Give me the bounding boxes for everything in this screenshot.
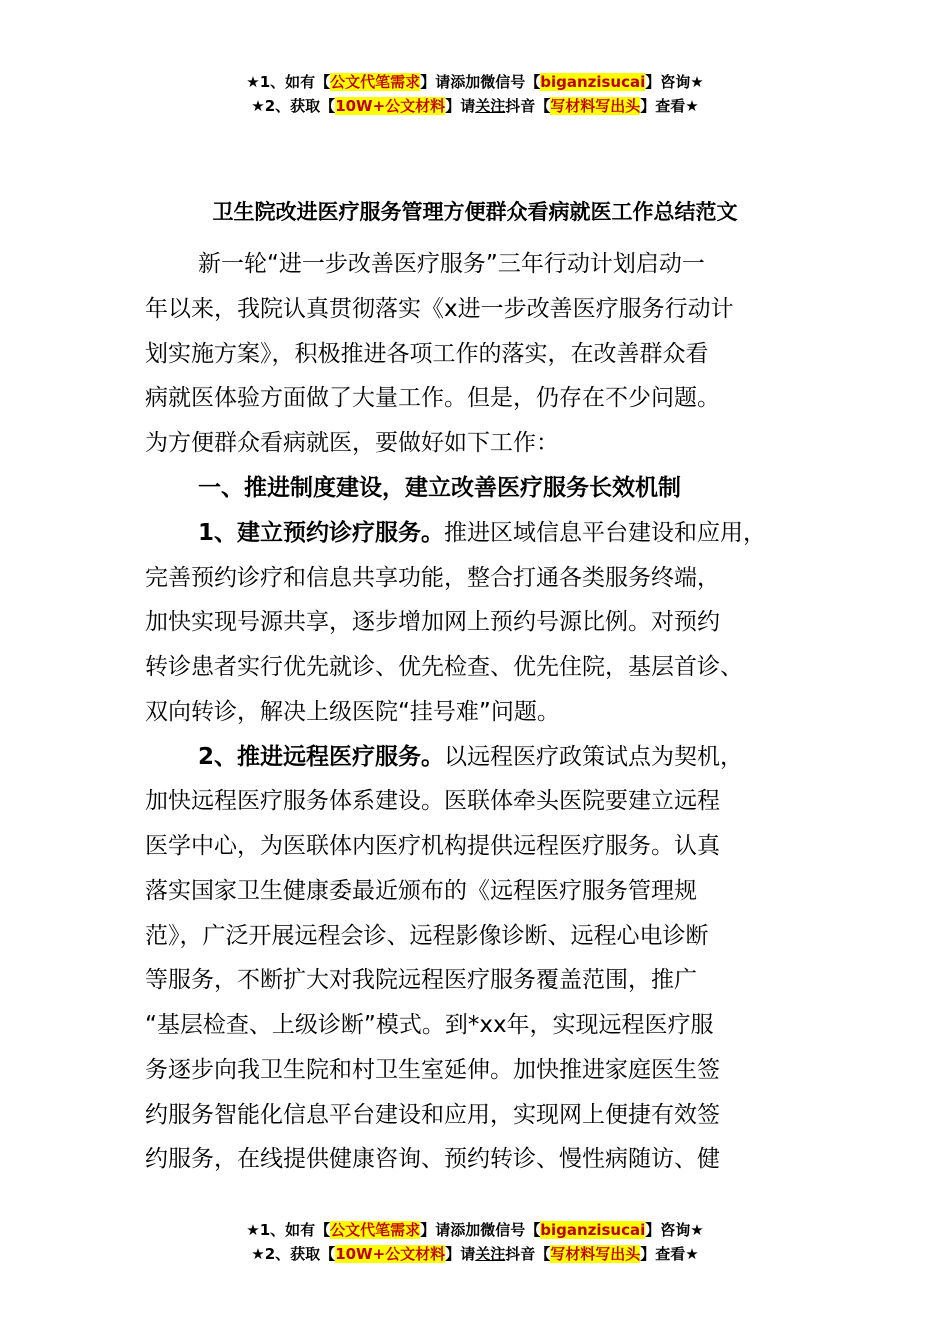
banner-line-1 xyxy=(0,1218,950,1242)
paragraph-line: 双向转诊，解决上级医院“挂号难”问题。 xyxy=(145,699,560,725)
banner-text: 抖音【 xyxy=(505,97,551,115)
paragraph-line: 务逐步向我卫生院和村卫生室延伸。加快推进家庭医生签 xyxy=(145,1057,720,1083)
paragraph-line: 病就医体验方面做了大量工作。但是，仍存在不少问题。 xyxy=(145,385,720,411)
paragraph-line: 完善预约诊疗和信息共享功能，整合打通各类服务终端， xyxy=(145,565,720,591)
paragraph-line xyxy=(198,518,766,548)
banner-line-2 xyxy=(0,1242,950,1266)
paragraph-line: “基层检查、上级诊断”模式。到*xx年，实现远程医疗服 xyxy=(145,1012,714,1038)
banner-highlight-douyin: 写材料写出头 xyxy=(550,1245,641,1263)
item-heading: 1、建立预约诊疗服务。 xyxy=(198,520,445,546)
paragraph-line: 转诊患者实行优先就诊、优先检查、优先住院，基层首诊、 xyxy=(145,654,743,680)
banner-bottom xyxy=(0,1218,950,1266)
paragraph-line: 加快实现号源共享，逐步增加网上预约号源比例。对预约 xyxy=(145,609,720,635)
paragraph-line: 新一轮“进一步改善医疗服务”三年行动计划启动一 xyxy=(198,251,705,277)
banner-text: 】请 xyxy=(445,97,476,115)
paragraph-line xyxy=(198,742,743,772)
paragraph-line: 年以来，我院认真贯彻落实《x进一步改善医疗服务行动计 xyxy=(145,296,734,322)
banner-text: 】请添加微信号【 xyxy=(420,73,541,91)
paragraph-line: 落实国家卫生健康委最近颁布的《远程医疗服务管理规 xyxy=(145,878,697,904)
section-heading: 一、推进制度建设，建立改善医疗服务长效机制 xyxy=(198,475,681,501)
paragraph-line: 加快远程医疗服务体系建设。医联体牵头医院要建立远程 xyxy=(145,788,720,814)
banner-text: 】咨询★ xyxy=(645,73,704,91)
banner-highlight: 10W+公文材料 xyxy=(335,97,446,115)
banner-line-1 xyxy=(0,70,950,94)
item-heading: 2、推进远程医疗服务。 xyxy=(198,744,445,770)
paragraph-line: 约服务，在线提供健康咨询、预约转诊、慢性病随访、健 xyxy=(145,1146,720,1172)
banner-text: 】查看★ xyxy=(640,97,699,115)
banner-text: ★1、如有【 xyxy=(246,73,331,91)
banner-text: 】请添加微信号【 xyxy=(420,1221,541,1239)
item-text: 推进区域信息平台建设和应用， xyxy=(444,520,767,546)
paragraph-line: 等服务，不断扩大对我院远程医疗服务覆盖范围，推广 xyxy=(145,967,697,993)
paragraph-line: 医学中心，为医联体内医疗机构提供远程医疗服务。认真 xyxy=(145,833,720,859)
banner-highlight-wechat: biganzisucai xyxy=(540,1221,646,1239)
banner-highlight: 10W+公文材料 xyxy=(335,1245,446,1263)
banner-underline: 关注 xyxy=(475,97,506,115)
banner-highlight-douyin: 写材料写出头 xyxy=(550,97,641,115)
banner-top xyxy=(0,70,950,118)
banner-text: ★1、如有【 xyxy=(246,1221,331,1239)
banner-line-2 xyxy=(0,94,950,118)
banner-text: ★2、获取【 xyxy=(251,1245,336,1263)
banner-text: 】咨询★ xyxy=(645,1221,704,1239)
document-title: 卫生院改进医疗服务管理方便群众看病就医工作总结范文 xyxy=(212,200,738,224)
banner-highlight: 公文代笔需求 xyxy=(330,1221,421,1239)
paragraph-line: 范》，广泛开展远程会诊、远程影像诊断、远程心电诊断 xyxy=(145,923,709,949)
banner-text: 抖音【 xyxy=(505,1245,551,1263)
paragraph-line: 为方便群众看病就医，要做好如下工作： xyxy=(145,430,559,456)
banner-highlight: 公文代笔需求 xyxy=(330,73,421,91)
banner-underline: 关注 xyxy=(475,1245,506,1263)
item-text: 以远程医疗政策试点为契机， xyxy=(444,744,744,770)
paragraph-line: 划实施方案》，积极推进各项工作的落实，在改善群众看 xyxy=(145,341,709,367)
banner-text: ★2、获取【 xyxy=(251,97,336,115)
banner-highlight-wechat: biganzisucai xyxy=(540,73,646,91)
paragraph-line: 约服务智能化信息平台建设和应用，实现网上便捷有效签 xyxy=(145,1102,720,1128)
banner-text: 】查看★ xyxy=(640,1245,699,1263)
banner-text: 】请 xyxy=(445,1245,476,1263)
